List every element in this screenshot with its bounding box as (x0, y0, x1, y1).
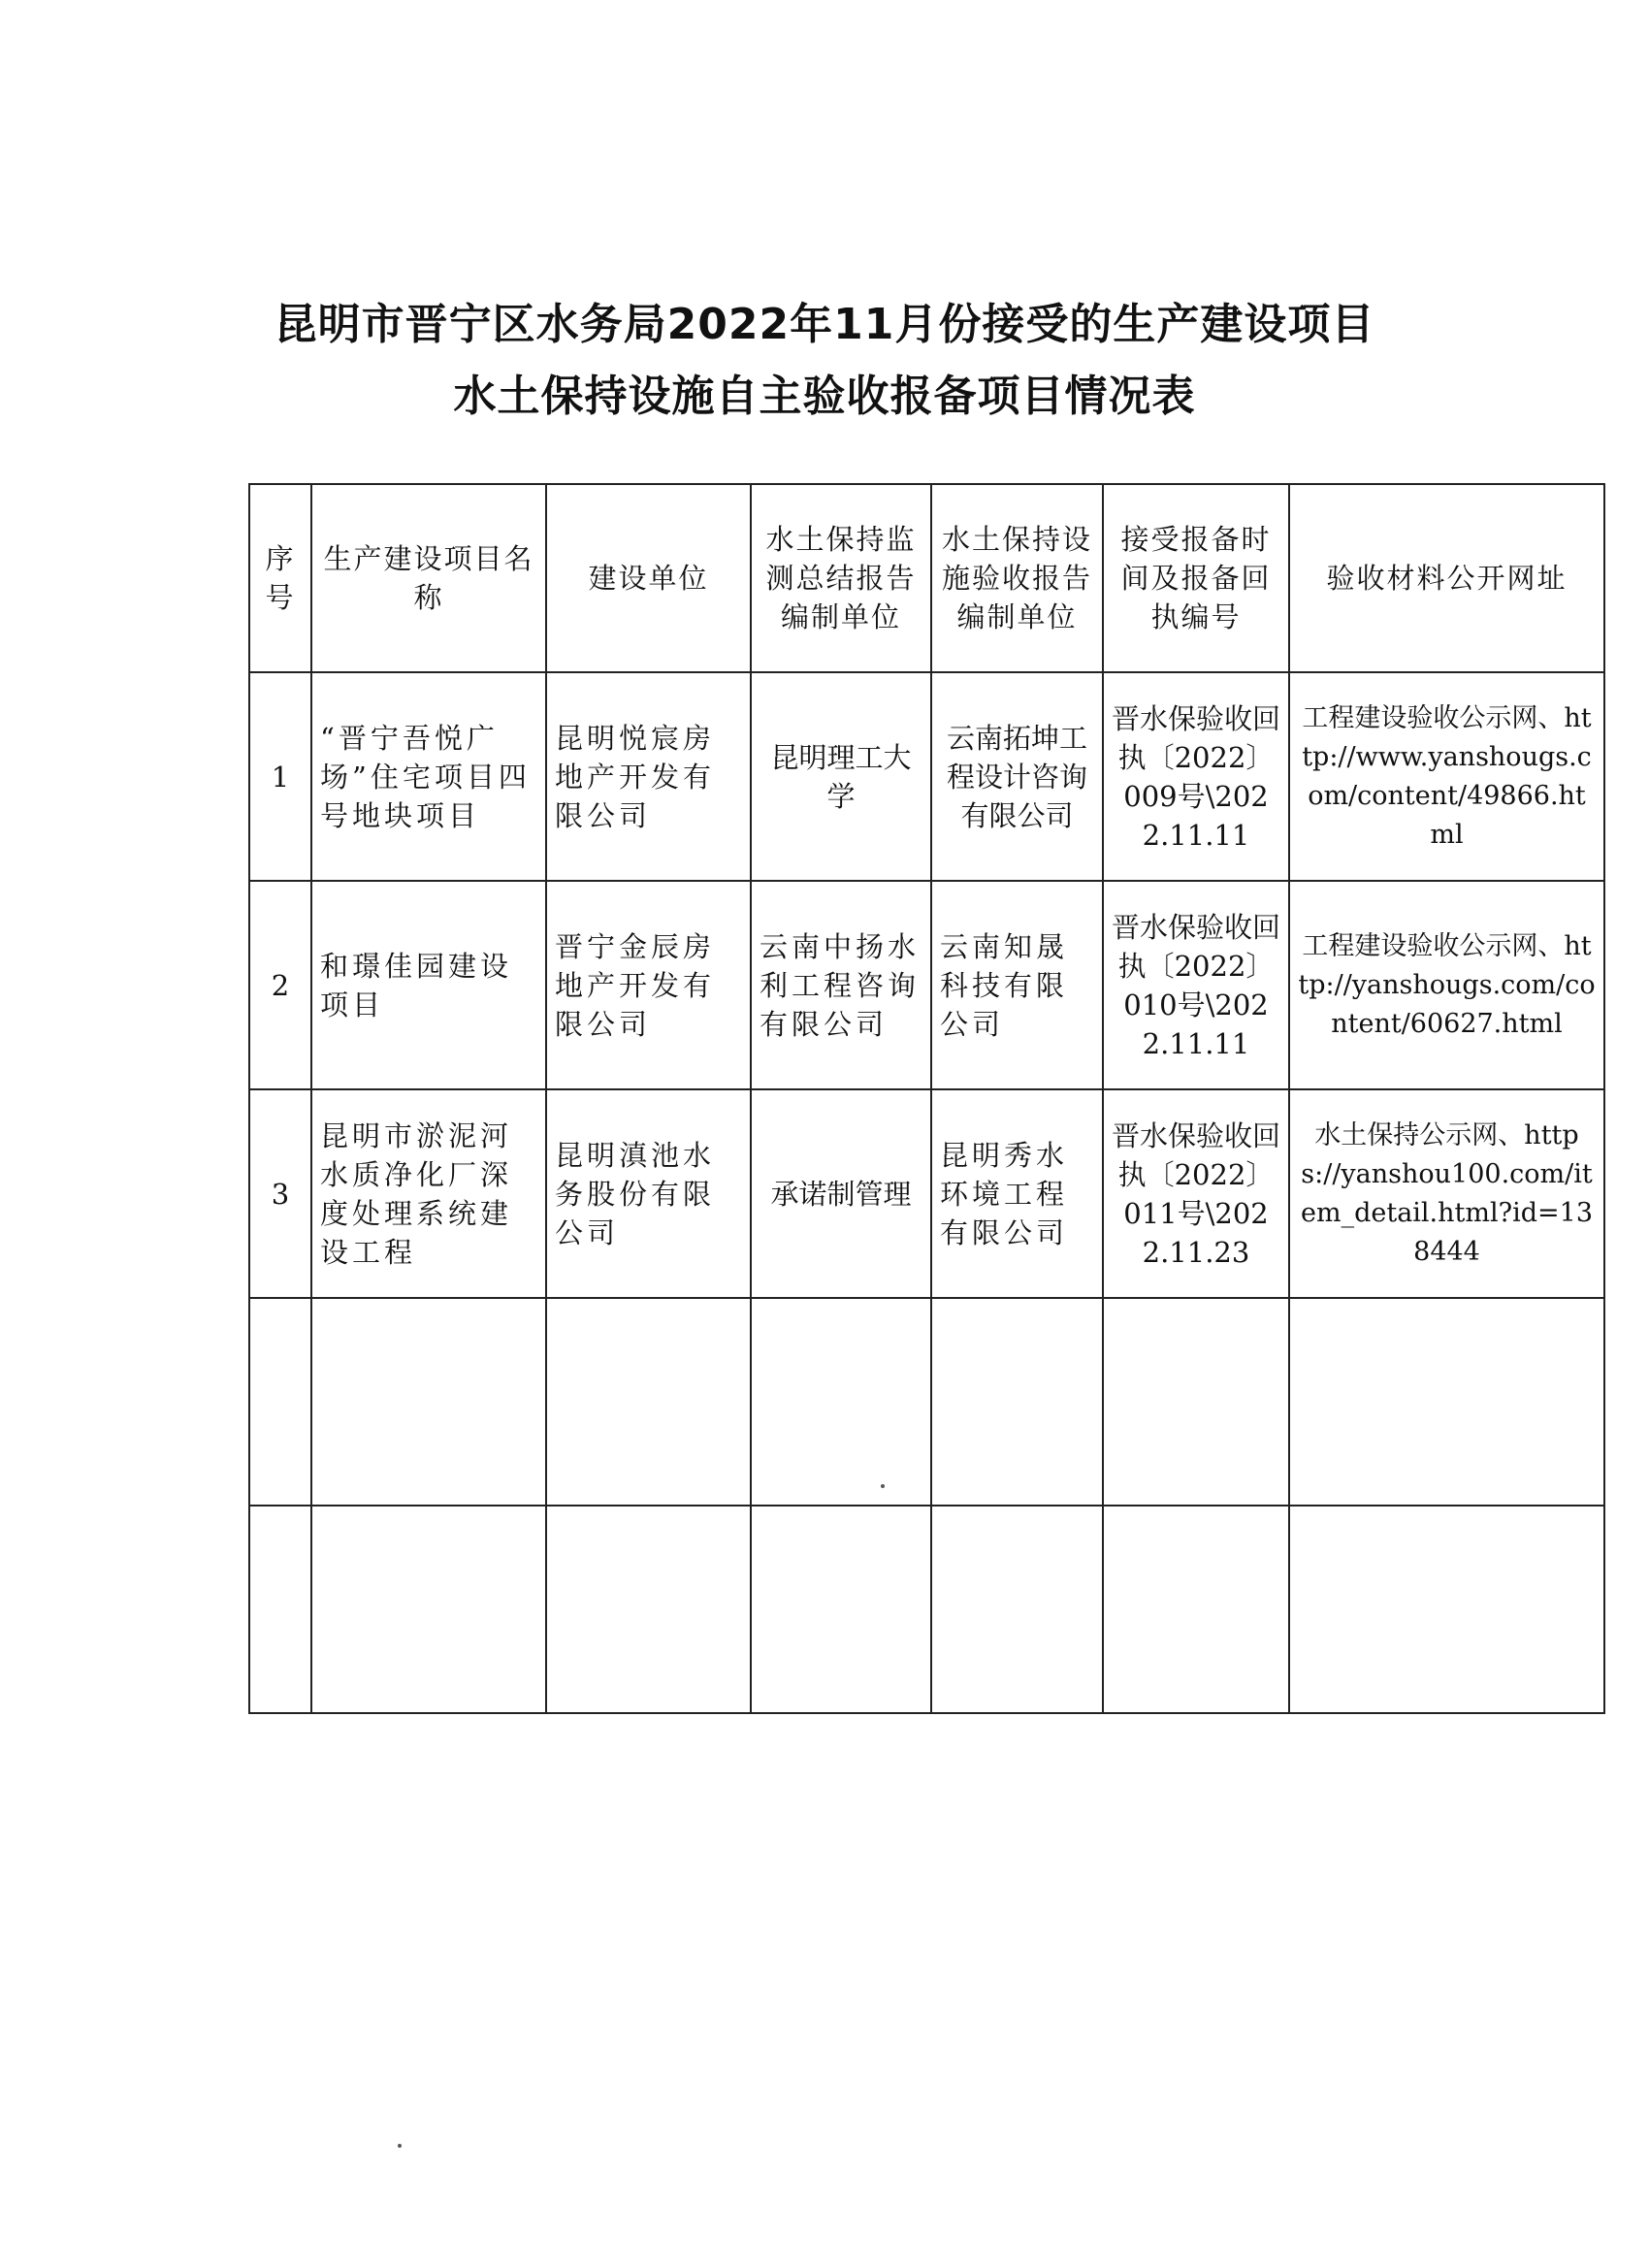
scan-speck (881, 1484, 885, 1488)
empty-cell (931, 1298, 1103, 1506)
empty-cell (311, 1506, 546, 1713)
document-title-line-2: 水土保持设施自主验收报备项目情况表 (453, 372, 1196, 421)
empty-cell (751, 1298, 931, 1506)
cell-construction-unit: 昆明滇池水务股份有限公司 (546, 1089, 751, 1298)
empty-cell (1103, 1506, 1289, 1713)
cell-project-name: “晋宁吾悦广场”住宅项目四号地块项目 (311, 672, 546, 881)
empty-cell (1103, 1298, 1289, 1506)
filing-table (248, 483, 1605, 1714)
table-row (249, 672, 1604, 881)
cell-public-url: 水土保持公示网、https://yanshou100.com/item_detail.html?id=138444 (1289, 1089, 1604, 1298)
table-row-empty (249, 1298, 1604, 1506)
cell-receipt-info: 晋水保验收回执〔2022〕010号\2022.11.11 (1103, 881, 1289, 1089)
header-receipt-info: 接受报备时间及报备回执编号 (1103, 484, 1289, 672)
empty-cell (311, 1298, 546, 1506)
empty-cell (249, 1298, 311, 1506)
cell-construction-unit: 昆明悦宸房地产开发有限公司 (546, 672, 751, 881)
cell-project-name: 昆明市淤泥河水质净化厂深度处理系统建设工程 (311, 1089, 546, 1298)
empty-cell (1289, 1298, 1604, 1506)
cell-public-url: 工程建设验收公示网、http://www.yanshougs.com/content/49866.html (1289, 672, 1604, 881)
empty-cell (1289, 1506, 1604, 1713)
cell-acceptance-unit: 云南知晟科技有限公司 (931, 881, 1103, 1089)
cell-monitoring-unit: 昆明理工大学 (751, 672, 931, 881)
empty-cell (249, 1506, 311, 1713)
header-monitoring-report-unit: 水土保持监测总结报告编制单位 (751, 484, 931, 672)
table-row (249, 1089, 1604, 1298)
cell-public-url: 工程建设验收公示网、http://yanshougs.com/content/60627.html (1289, 881, 1604, 1089)
empty-cell (546, 1506, 751, 1713)
scan-speck (398, 2144, 402, 2148)
table-row-empty (249, 1506, 1604, 1713)
document-title-line-1: 昆明市晋宁区水务局2022年11月份接受的生产建设项目 (274, 300, 1375, 349)
cell-serial-no: 3 (249, 1089, 311, 1298)
cell-monitoring-unit: 承诺制管理 (751, 1089, 931, 1298)
header-construction-unit: 建设单位 (546, 484, 751, 672)
cell-acceptance-unit: 昆明秀水环境工程有限公司 (931, 1089, 1103, 1298)
cell-receipt-info: 晋水保验收回执〔2022〕011号\2022.11.23 (1103, 1089, 1289, 1298)
table-row (249, 881, 1604, 1089)
empty-cell (931, 1506, 1103, 1713)
cell-construction-unit: 晋宁金辰房地产开发有限公司 (546, 881, 751, 1089)
header-public-url: 验收材料公开网址 (1289, 484, 1604, 672)
empty-cell (546, 1298, 751, 1506)
cell-monitoring-unit: 云南中扬水利工程咨询有限公司 (751, 881, 931, 1089)
header-acceptance-report-unit: 水土保持设施验收报告编制单位 (931, 484, 1103, 672)
cell-project-name: 和璟佳园建设项目 (311, 881, 546, 1089)
cell-serial-no: 2 (249, 881, 311, 1089)
empty-cell (751, 1506, 931, 1713)
header-project-name: 生产建设项目名称 (311, 484, 546, 672)
cell-serial-no: 1 (249, 672, 311, 881)
cell-acceptance-unit: 云南拓坤工程设计咨询有限公司 (931, 672, 1103, 881)
header-serial-no: 序号 (249, 484, 311, 672)
table-header-row (249, 484, 1604, 672)
cell-receipt-info: 晋水保验收回执〔2022〕009号\2022.11.11 (1103, 672, 1289, 881)
